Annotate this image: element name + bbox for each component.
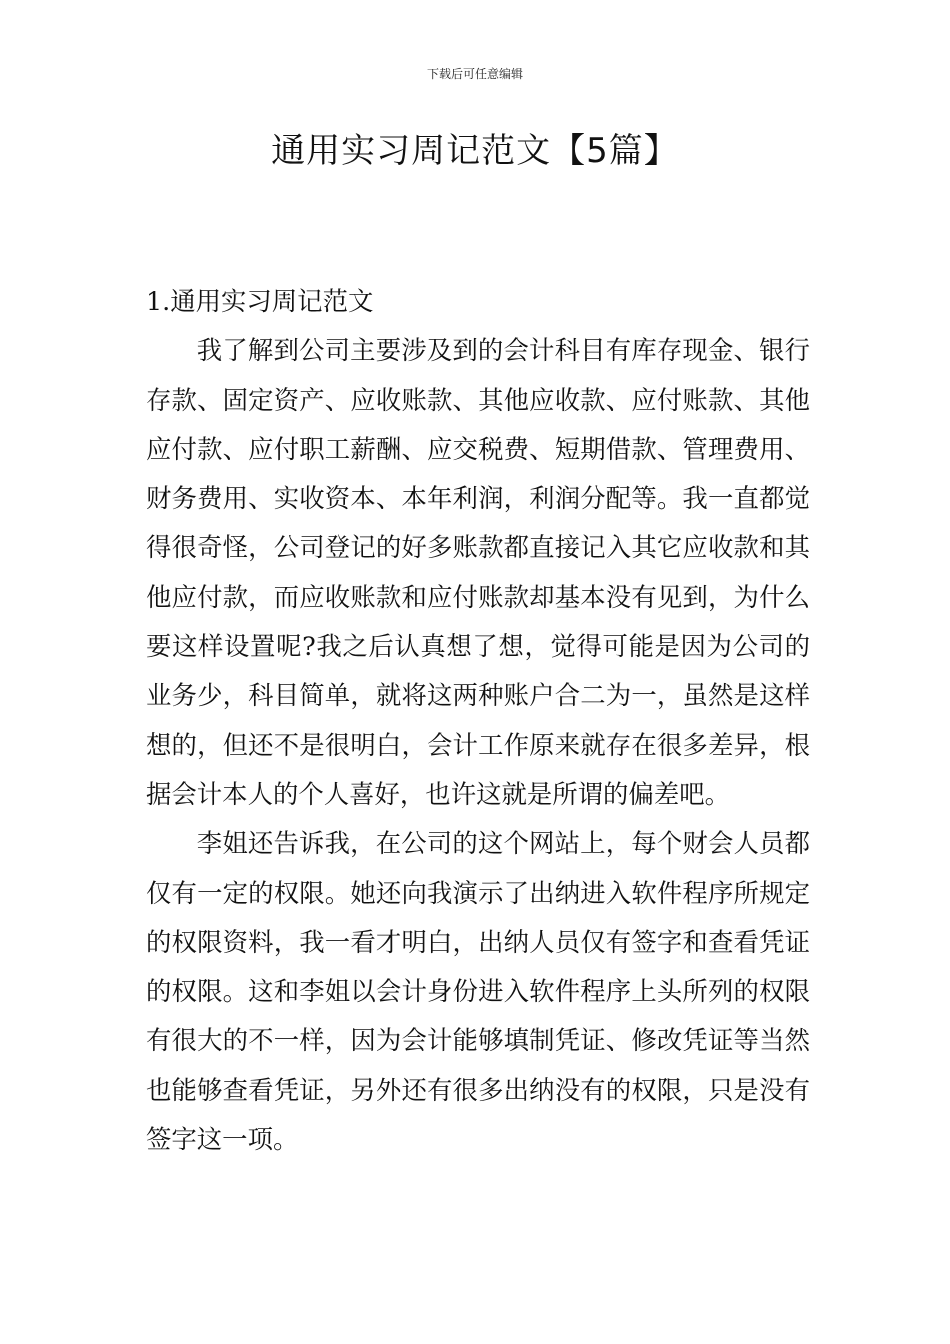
- document-body: [146, 277, 810, 1164]
- paragraph-2: 李姐还告诉我，在公司的这个网站上，每个财会人员都仅有一定的权限。她还向我演示了出纳进入软件程序所规定的权限资料，我一看才明白，出纳人员仅有签字和查看凭证的权限。这和李姐以会计身份进入软件程序上头所列的权限有很大的不一样，因为会计能够填制凭证、修改凭证等当然也能够查看凭证，另外还有很多出纳没有的权限，只是没有签字这一项。: [146, 828, 810, 1155]
- section-heading: 1.通用实习周记范文: [146, 286, 374, 316]
- paragraph-1: 我了解到公司主要涉及到的会计科目有库存现金、银行存款、固定资产、应收账款、其他应收款、应付账款、其他应付款、应付职工薪酬、应交税费、短期借款、管理费用、财务费用、实收资本、本年利润，利润分配等。我一直都觉得很奇怪，公司登记的好多账款都直接记入其它应收款和其他应付款，而应收账款和应付账款却基本没有见到，为什么要这样设置呢?我之后认真想了想，觉得可能是因为公司的业务少，科目简单，就将这两种账户合二为一，虽然是这样想的，但还不是很明白，会计工作原来就存在很多差异，根据会计本人的个人喜好，也许这就是所谓的偏差吧。: [146, 335, 810, 809]
- document-title: 通用实习周记范文【5篇】: [271, 131, 679, 171]
- header-note: 下载后可任意编辑: [426, 67, 523, 81]
